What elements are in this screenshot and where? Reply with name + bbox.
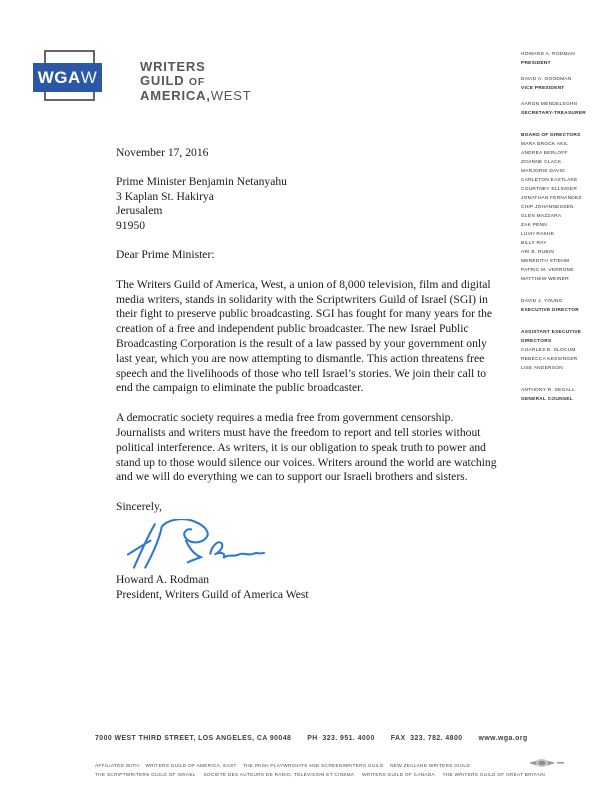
assistant-director: REBECCA KESSINGER xyxy=(521,357,578,362)
letter-paragraph: The Writers Guild of America, West, a union of 8,000 television, film and digital media writers, stands in solidarity with the Scriptwriters Guild of Israel (SGI) in their fight to preserve public broadcasting. SGI has fought for many years for the creation of a free and independent public broadcaster. The new Israel Public Broadcasting Corporation is the result of a law passed by your government only last year, which you are now attempting to dismantle. This action threatens free speech and the livelihoods of those who tell Israel’s stories. We join their call to end the campaign to eliminate the public broadcaster. xyxy=(116,277,493,395)
assistant-directors-heading: ASSISTANT EXECUTIVE DIRECTORS xyxy=(521,330,582,344)
board-member: ZOANNE CLACK xyxy=(521,160,562,165)
wordmark-line2-of: OF xyxy=(188,76,206,88)
masthead-officer xyxy=(521,100,607,118)
board-list xyxy=(521,140,607,284)
assistant-director: CHARLES B. SLOCUM xyxy=(521,348,576,353)
logo-text-w: W xyxy=(80,67,98,87)
board-member: CARLETON EASTLAKE xyxy=(521,178,578,183)
board-member: JONATHAN FERNANDEZ xyxy=(521,196,582,201)
masthead-executive-director xyxy=(521,297,607,315)
masthead-officer xyxy=(521,50,607,68)
officer-name: AARON MENDELSOHN xyxy=(521,102,578,107)
closing: Sincerely, xyxy=(116,500,162,514)
executive-title: EXECUTIVE DIRECTOR xyxy=(521,308,579,313)
recipient-line: 91950 xyxy=(116,219,145,233)
handwritten-signature xyxy=(124,519,274,571)
masthead xyxy=(521,50,607,411)
affiliations-line-1: AFFILIATED WITH: WRITERS GUILD OF AMERICA, EAST THE IRISH PLAYWRIGHTS AND SCREENWRITERS GUILD NEW ZEALAND WRITERS GUILD xyxy=(95,763,471,768)
counsel-title: GENERAL COUNSEL xyxy=(521,397,573,402)
board-member: CHIP JOHANNESSEN xyxy=(521,205,574,210)
footer-fax: FAX 323. 782. 4800 xyxy=(390,735,463,742)
assistant-director: LISE ANDERSON xyxy=(521,366,563,371)
footer-website: www.wga.org xyxy=(478,735,528,742)
wordmark-line1: WRITERS xyxy=(140,59,206,74)
recipient-address xyxy=(116,175,498,234)
affiliations-line-2: THE SCRIPTWRITERS GUILD OF ISRAEL SOCIÉTÉ DES AUTEURS DE RADIO, TÉLÉVISION ET CINEMA WRITERS GUILD OF CANADA THE WRITERS GUILD OF GREAT BRITAIN xyxy=(95,772,546,777)
recipient-line: Prime Minister Benjamin Netanyahu xyxy=(116,174,287,188)
board-member: COURTNEY ELLINGER xyxy=(521,187,578,192)
board-member: ZAK PENN xyxy=(521,223,547,228)
executive-name: DAVID J. YOUNG xyxy=(521,299,563,304)
board-of-directors-heading: BOARD OF DIRECTORS xyxy=(521,133,581,138)
letter-paragraph: A democratic society requires a media free from government censorship. Journalists and writers must have the freedom to report and tell stories without political interference. As writers, it is our obligation to speak truth to power and stand up to those would silence our voices. Writers around the world are watching and we will do everything we can to support our Israeli brothers and sisters. xyxy=(116,411,497,484)
masthead-general-counsel xyxy=(521,386,607,404)
footer-address: 7000 WEST THIRD STREET, LOS ANGELES, CA 90048 xyxy=(95,735,292,742)
wordmark xyxy=(140,60,251,103)
wordmark-line2-bold: GUILD xyxy=(140,73,185,88)
board-member: ANDREA BERLOFF xyxy=(521,151,568,156)
board-member: LUVH RAKHE xyxy=(521,232,555,237)
officer-name: HOWARD A. RODMAN xyxy=(521,52,575,57)
counsel-name: ANTHONY R. SEGALL xyxy=(521,388,575,393)
masthead-officer xyxy=(521,75,607,93)
footer-phone: PH 323. 951. 4000 xyxy=(307,735,375,742)
letter-date: November 17, 2016 xyxy=(116,146,209,159)
board-member: MARJORIE DAVID xyxy=(521,169,565,174)
logo-text-wga: WGA xyxy=(37,67,81,87)
wordmark-line3-light: WEST xyxy=(210,88,252,103)
board-member: MATTHEW WEINER xyxy=(521,277,569,282)
officer-title: VICE PRESIDENT xyxy=(521,86,565,91)
officer-name: DAVID A. GOODMAN xyxy=(521,77,572,82)
recipient-line: 3 Kaplan St. Hakirya xyxy=(116,189,214,203)
signer-name: Howard A. Rodman xyxy=(116,572,210,586)
salutation: Dear Prime Minister: xyxy=(116,247,215,261)
footer-contact-line xyxy=(95,735,535,742)
officer-title: SECRETARY-TREASURER xyxy=(521,111,586,116)
wordmark-line3-bold: AMERICA, xyxy=(140,88,211,103)
board-member: MARA BROCK AKIL xyxy=(521,142,569,147)
board-member: BILLY RAY xyxy=(521,241,547,246)
signer-title: President, Writers Guild of America West xyxy=(116,587,309,601)
assistant-list xyxy=(521,346,607,373)
board-member: PATRIC M. VERRONE xyxy=(521,268,574,273)
letter-body xyxy=(116,146,498,603)
board-member: GLEN MAZZARA xyxy=(521,214,562,219)
officer-title: PRESIDENT xyxy=(521,61,551,66)
wgaw-logo xyxy=(33,63,102,92)
recipient-line: Jerusalem xyxy=(116,204,163,218)
board-member: ARI B. RUBIN xyxy=(521,250,555,255)
board-member: MEREDITH STIEHM xyxy=(521,259,570,264)
